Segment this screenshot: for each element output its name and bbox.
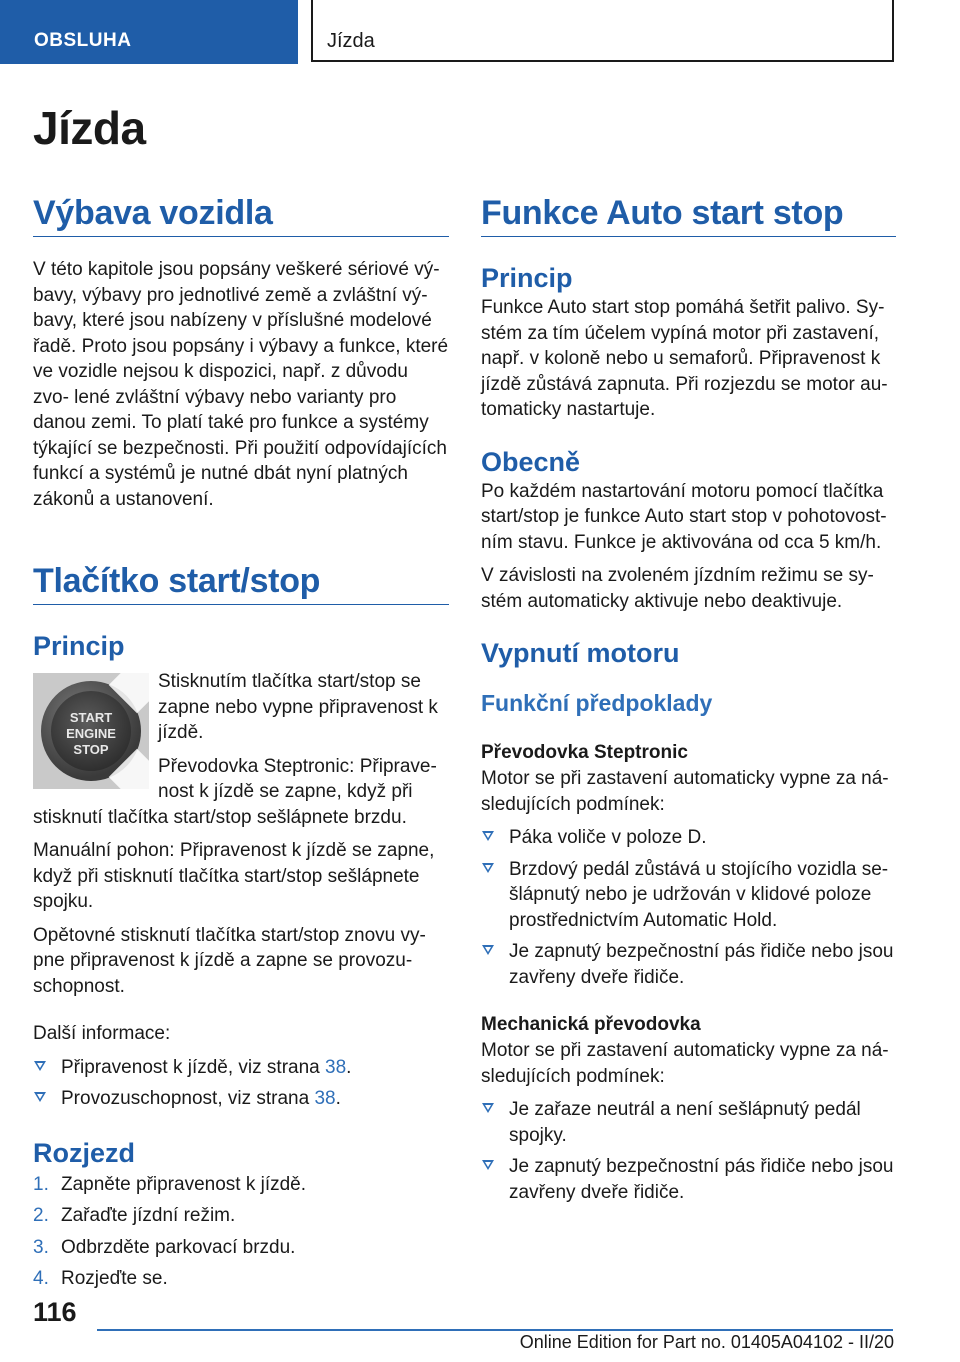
list-item: 1. Zapněte připravenost k jízdě.	[33, 1173, 307, 1195]
list-item: Je zapnutý bezpečnostní pás řidiče nebo jsou zavřeny dveře řidiče.	[481, 939, 896, 990]
page-link[interactable]: 38	[325, 1056, 347, 1078]
equipment-heading: Výbava vozidla	[33, 190, 449, 237]
steptronic-text: Motor se při zastavení automaticky vypne za ná- sledujících podmínek:	[481, 768, 889, 815]
equipment-text: V této kapitole jsou popsány veškeré sériové vý- bavy, výbavy pro jednotlivé země a zvláštní vý- bavy, které jsou nabízeny v příslušné modelové řadě. Proto jsou popsány i výbavy a funkce, které ve vozidle nejsou k dispozici, např. z důvodu zvo- lené zvláštní výbavy nebo varianty pro danou zemi. To platí také pro funkce a systémy týkající se bezpečnosti. Při použití odpovídajících funkcí a systémů je nutné dbát nyní platných zákonů a ustanovení.	[33, 259, 449, 510]
page-title: Jízda	[33, 102, 146, 154]
footer-divider	[97, 1329, 893, 1331]
triangle-bullet-icon	[34, 1061, 46, 1071]
general-heading: Obecně	[481, 446, 581, 477]
button-label-line-3: STOP	[73, 742, 109, 757]
button-label-line-2: ENGINE	[66, 726, 116, 741]
edition-note: Online Edition for Part no. 01405A04102 - II/20	[519, 1332, 894, 1352]
button-label-line-1: START	[69, 710, 113, 725]
steptronic-heading: Převodovka Steptronic	[481, 742, 688, 763]
button-label	[33, 710, 149, 758]
list-item: Je zapnutý bezpečnostní pás řidiče nebo jsou zavřeny dveře řidiče.	[481, 1154, 896, 1205]
auto-principle-heading: Princip	[481, 263, 573, 293]
prerequisites-heading: Funkční předpoklady	[481, 690, 713, 716]
right-column	[481, 190, 896, 1205]
header-chapter-label: Jízda	[327, 30, 375, 52]
header-section-label: OBSLUHA	[34, 30, 132, 51]
engine-off-heading: Vypnutí motoru	[481, 638, 680, 668]
start-stop-principle-block	[33, 669, 449, 830]
list-item: 2. Zařaďte jízdní režim.	[33, 1205, 236, 1226]
triangle-bullet-icon	[482, 945, 494, 955]
triangle-bullet-icon	[482, 863, 494, 873]
list-item: Páka voliče v poloze D.	[481, 825, 896, 851]
list-item: Připravenost k jízdě, viz strana 38.	[33, 1055, 449, 1081]
triangle-bullet-icon	[482, 831, 494, 841]
header-section-tab	[0, 0, 298, 64]
start-stop-p1: Stisknutím tlačítka start/stop se zapne nebo vypne připravenost k jízdě.	[158, 671, 438, 743]
list-item: 3. Odbrzděte parkovací brzdu.	[33, 1236, 296, 1258]
list-item: Provozuschopnost, viz strana 38.	[33, 1086, 449, 1112]
manual-gearbox-text: Motor se při zastavení automaticky vypne za ná- sledujících podmínek:	[481, 1040, 889, 1087]
start-stop-p2: Převodovka Steptronic: Připrave- nost k jízdě se zapne, když při stisknutí tlačítka start/stop sešlápnete brzdu.	[33, 755, 437, 828]
general-p2: V závislosti na zvoleném jízdním režimu se sy- stém automaticky aktivuje nebo deaktivuje.	[481, 565, 874, 612]
start-stop-principle-heading: Princip	[33, 631, 125, 661]
general-p1: Po každém nastartování motoru pomocí tlačítka start/stop je funkce Auto start stop v pohotovost- ním stavu. Funkce je aktivována od cca 5 km/h.	[481, 480, 887, 553]
list-item: 4. Rozjeďte se.	[33, 1268, 168, 1289]
triangle-bullet-icon	[482, 1103, 494, 1113]
more-info-label: Další informace:	[33, 1023, 171, 1044]
list-item: Je zařaze neutrál a není sešlápnutý pedál spojky.	[481, 1097, 896, 1148]
page-link[interactable]: 38	[314, 1088, 336, 1109]
triangle-bullet-icon	[482, 1160, 494, 1170]
start-off-heading: Rozjezd	[33, 1137, 136, 1168]
left-column	[33, 190, 449, 1292]
auto-start-stop-heading: Funkce Auto start stop	[481, 190, 896, 237]
triangle-bullet-icon	[34, 1092, 46, 1102]
manual-gearbox-heading: Mechanická převodovka	[481, 1014, 701, 1035]
start-stop-heading: Tlačítko start/stop	[33, 558, 449, 605]
auto-principle-text: Funkce Auto start stop pomáhá šetřit palivo. Sy- stém za tím účelem vypíná motor při zastavení, např. v koloně nebo u semaforů. Připravenost k jízdě zůstává zapnuta. Při rozjezdu se motor au- tomaticky nastartuje.	[481, 297, 888, 420]
header-chapter-box	[311, 0, 894, 62]
page-number: 116	[33, 1297, 77, 1327]
start-stop-p3: Manuální pohon: Připravenost k jízdě se zapne, když při stisknutí tlačítka start/stop sešlápnete spojku.	[33, 840, 435, 912]
start-engine-stop-button-image	[33, 673, 149, 789]
list-item: Brzdový pedál zůstává u stojícího vozidla se- šlápnutý nebo je udržován v klidové poloze prostřednictvím Automatic Hold.	[481, 857, 896, 934]
start-stop-p4: Opětovné stisknutí tlačítka start/stop znovu vy- pne připravenost k jízdě a zapne se provozu- schopnost.	[33, 924, 426, 997]
